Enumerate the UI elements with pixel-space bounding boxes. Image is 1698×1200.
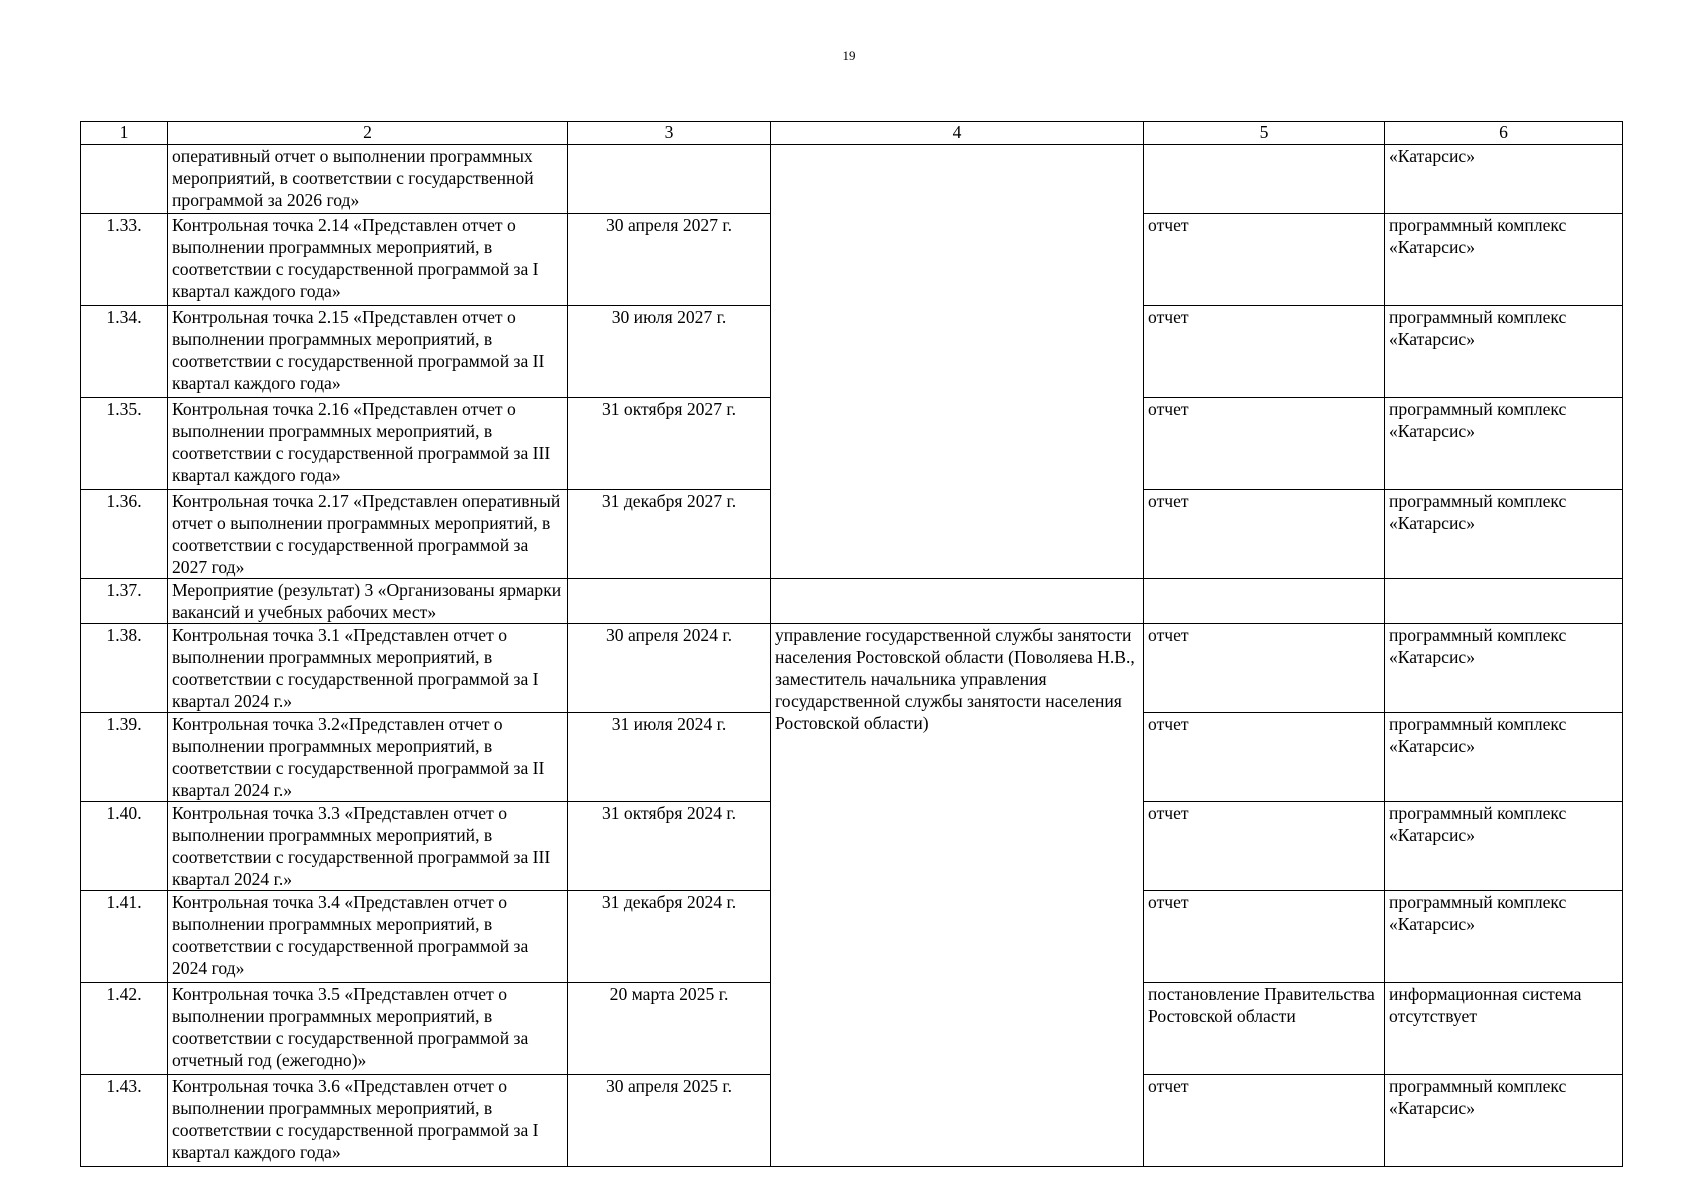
row-system: программный комплекс «Катарсис» bbox=[1385, 624, 1623, 713]
row-system: программный комплекс «Катарсис» bbox=[1385, 306, 1623, 398]
row-system: программный комплекс «Катарсис» bbox=[1385, 891, 1623, 983]
row-number: 1.34. bbox=[81, 306, 168, 398]
responsible-cell bbox=[771, 145, 1144, 579]
row-system: программный комплекс «Катарсис» bbox=[1385, 713, 1623, 802]
row-date: 31 октября 2024 г. bbox=[568, 802, 771, 891]
row-number: 1.37. bbox=[81, 579, 168, 624]
page-number: 19 bbox=[842, 48, 856, 63]
row-document: отчет bbox=[1144, 398, 1385, 490]
row-date: 30 июля 2027 г. bbox=[568, 306, 771, 398]
row-system: программный комплекс «Катарсис» bbox=[1385, 802, 1623, 891]
row-system: программный комплекс «Катарсис» bbox=[1385, 214, 1623, 306]
row-system: информационная система отсутствует bbox=[1385, 983, 1623, 1075]
column-header-1: 1 bbox=[81, 122, 168, 145]
row-date bbox=[568, 579, 771, 624]
row-number bbox=[81, 145, 168, 214]
row-number: 1.33. bbox=[81, 214, 168, 306]
column-header-6: 6 bbox=[1385, 122, 1623, 145]
row-description: Контрольная точка 2.17 «Представлен оперативный отчет о выполнении программных мероприятий, в соответствии с государственной программой за 2027 год» bbox=[168, 490, 568, 579]
row-number: 1.38. bbox=[81, 624, 168, 713]
row-document: постановление Правительства Ростовской области bbox=[1144, 983, 1385, 1075]
column-header-5: 5 bbox=[1144, 122, 1385, 145]
row-description: Контрольная точка 2.16 «Представлен отчет о выполнении программных мероприятий, в соответствии с государственной программой за III квартал каждого года» bbox=[168, 398, 568, 490]
row-description: Контрольная точка 3.5 «Представлен отчет о выполнении программных мероприятий, в соответствии с государственной программой за отчетный год (ежегодно)» bbox=[168, 983, 568, 1075]
row-number: 1.40. bbox=[81, 802, 168, 891]
row-date: 20 марта 2025 г. bbox=[568, 983, 771, 1075]
row-description: Контрольная точка 3.6 «Представлен отчет о выполнении программных мероприятий, в соответствии с государственной программой за I квартал каждого года» bbox=[168, 1075, 568, 1167]
row-system: программный комплекс «Катарсис» bbox=[1385, 1075, 1623, 1167]
row-description: Контрольная точка 3.3 «Представлен отчет о выполнении программных мероприятий, в соответствии с государственной программой за III квартал 2024 г.» bbox=[168, 802, 568, 891]
row-description: оперативный отчет о выполнении программных мероприятий, в соответствии с государственной программой за 2026 год» bbox=[168, 145, 568, 214]
row-number: 1.36. bbox=[81, 490, 168, 579]
row-document: отчет bbox=[1144, 306, 1385, 398]
row-document: отчет bbox=[1144, 802, 1385, 891]
responsible-cell: управление государственной службы занятости населения Ростовской области (Поволяева Н.В., заместитель начальника управления государственной службы занятости населения Ростовской области) bbox=[771, 624, 1144, 1167]
table-row bbox=[81, 145, 1623, 214]
row-date: 30 апреля 2024 г. bbox=[568, 624, 771, 713]
row-system: программный комплекс «Катарсис» bbox=[1385, 490, 1623, 579]
column-header-4: 4 bbox=[771, 122, 1144, 145]
row-date: 31 декабря 2027 г. bbox=[568, 490, 771, 579]
row-description: Контрольная точка 3.4 «Представлен отчет о выполнении программных мероприятий, в соответствии с государственной программой за 2024 год» bbox=[168, 891, 568, 983]
row-date: 31 декабря 2024 г. bbox=[568, 891, 771, 983]
control-points-table bbox=[80, 121, 1623, 1167]
row-date bbox=[568, 145, 771, 214]
row-number: 1.39. bbox=[81, 713, 168, 802]
row-document: отчет bbox=[1144, 490, 1385, 579]
row-document: отчет bbox=[1144, 1075, 1385, 1167]
row-description: Контрольная точка 3.2«Представлен отчет о выполнении программных мероприятий, в соответствии с государственной программой за II квартал 2024 г.» bbox=[168, 713, 568, 802]
row-system: «Катарсис» bbox=[1385, 145, 1623, 214]
table-header-row bbox=[81, 122, 1623, 145]
row-system: программный комплекс «Катарсис» bbox=[1385, 398, 1623, 490]
row-document: отчет bbox=[1144, 214, 1385, 306]
row-document: отчет bbox=[1144, 624, 1385, 713]
table-row bbox=[81, 579, 1623, 624]
row-number: 1.42. bbox=[81, 983, 168, 1075]
row-number: 1.35. bbox=[81, 398, 168, 490]
row-document: отчет bbox=[1144, 713, 1385, 802]
responsible-cell bbox=[771, 579, 1144, 624]
table-row bbox=[81, 624, 1623, 713]
row-description: Контрольная точка 2.15 «Представлен отчет о выполнении программных мероприятий, в соответствии с государственной программой за II квартал каждого года» bbox=[168, 306, 568, 398]
row-description: Мероприятие (результат) 3 «Организованы ярмарки вакансий и учебных рабочих мест» bbox=[168, 579, 568, 624]
row-date: 31 июля 2024 г. bbox=[568, 713, 771, 802]
row-document bbox=[1144, 579, 1385, 624]
row-date: 31 октября 2027 г. bbox=[568, 398, 771, 490]
row-description: Контрольная точка 2.14 «Представлен отчет о выполнении программных мероприятий, в соответствии с государственной программой за I квартал каждого года» bbox=[168, 214, 568, 306]
row-number: 1.43. bbox=[81, 1075, 168, 1167]
row-document bbox=[1144, 145, 1385, 214]
row-date: 30 апреля 2027 г. bbox=[568, 214, 771, 306]
row-number: 1.41. bbox=[81, 891, 168, 983]
column-header-3: 3 bbox=[568, 122, 771, 145]
row-date: 30 апреля 2025 г. bbox=[568, 1075, 771, 1167]
row-document: отчет bbox=[1144, 891, 1385, 983]
column-header-2: 2 bbox=[168, 122, 568, 145]
row-system bbox=[1385, 579, 1623, 624]
row-description: Контрольная точка 3.1 «Представлен отчет о выполнении программных мероприятий, в соответствии с государственной программой за I квартал 2024 г.» bbox=[168, 624, 568, 713]
